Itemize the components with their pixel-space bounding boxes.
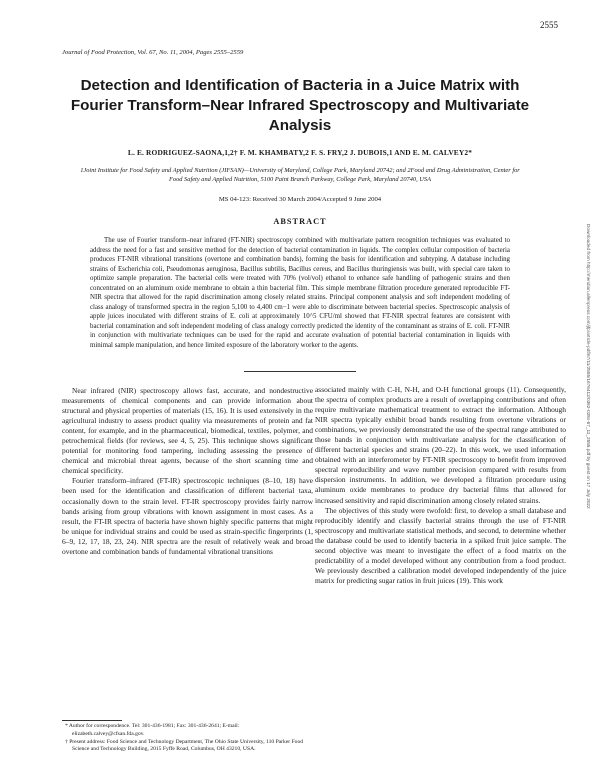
abstract-text: The use of Fourier transform–near infrared (FT-NIR) spectroscopy combined with multivariate pattern recognition techniques was evaluated to address the need for a fast and sensitive method for the detection of bacterial contamination in liquids. The complex cellular composition of bacteria produces FT-NIR vibrational transitions (overtone and combination bands), forming the basis for identification and subtyping. A database including strains of Escherichia coli, Pseudomonas aeruginosa, Bacillus subtilis, Bacillus cereus, and Bacillus thuringiensis was built, with special care taken to optimize sample preparation. The bacterial cells were treated with 70% (vol/vol) ethanol to enhance safe handling of pathogenic strains and then concentrated on an aluminum oxide membrane to obtain a thin bacterial film. This simple membrane filtration procedure generated reproducible FT-NIR spectra that allowed for the rapid discrimination among closely related strains. Principal component analysis and soft independent modeling of class analogy of transformed spectra in the region 5,100 to 4,400 cm−1 were able to discriminate between bacterial species. Spectroscopic analysis of apple juices inoculated with different strains of E. coli at approximately 10^5 CFU/ml showed that FT-NIR spectral features are consistent with bacterial contamination and soft independent modeling of class analogy correctly predicted the identity of the contaminant as strains of E. coli. FT-NIR in conjunction with multivariate techniques can be used for the rapid and accurate evaluation of potential bacterial contamination in liquids with minimal sample manipulation, and hence limited exposure of the laboratory worker to the agents. bbox=[90, 237, 510, 349]
paragraph: Fourier transform–infrared (FT-IR) spectroscopic techniques (8–10, 18) have been used for the identification and classification of different bacterial taxa, occasionally down to the strain level. FT-IR spectroscopy provides fairly narrow bands arising from group vibrations with known assignment in most cases. As a result, the FT-IR spectra of bacteria have shown highly specific patterns that might be unique for individual strains and could be used as strain-specific fingerprints (1, 6–9, 12, 17, 18, 23, 24). NIR spectra are the result of relatively weak and broad overtone and combination bands of fundamental vibrational transitions bbox=[62, 476, 313, 556]
author-list: L. E. RODRIGUEZ-SAONA,1,2† F. M. KHAMBATY,2 F. S. FRY,2 J. DUBOIS,1 AND E. M. CALVEY2* bbox=[127, 148, 473, 157]
article-title: Detection and Identification of Bacteria in a Juice Matrix with Fourier Transform–Near Infrared Spectroscopy and Multivariate Analysis bbox=[70, 77, 530, 134]
affiliations: 1Joint Institute for Food Safety and Applied Nutrition (JIFSAN)—University of Maryland, College Park, Maryland 20742; and 2Food and Drug Administration, Center for Food Safety and Applied Nutrition, 5100 Paint Branch Parkway, College Park, Maryland 20740, USA bbox=[80, 167, 520, 184]
journal-citation: Journal of Food Protection, Vol. 67, No. 11, 2004, Pages 2555–2559 bbox=[62, 49, 244, 56]
download-watermark bbox=[584, 224, 592, 704]
section-divider bbox=[244, 371, 356, 372]
footnote-divider bbox=[62, 720, 122, 721]
footnote: * Author for correspondence. Tel: 301-436-1981; Fax: 301-436-2641; E-mail: elizabeth.calvey@cfsan.fda.gov. bbox=[65, 723, 240, 737]
download-watermark-text: Downloaded from http://meridian.allenpress.com/jfp/article-pdf/67/11/2555/1676412/0362-028x-67_11_2555.pdf by guest on 17 July 2022 bbox=[586, 224, 591, 509]
paragraph: The objectives of this study were twofold: first, to develop a small database and reproducibly identify and classify bacterial strains through the use of FT-NIR spectroscopy and multivariate statistical methods, and second, to determine whether the database could be used to identify bacteria in a spiked fruit juice sample. The second objective was meant to investigate the effect of a food matrix on the predictability of a model developed without any contribution from a food product. We previously described a calibration model developed independently of the juice matrix for predicting sugar ratios in fruit juices (19). This work bbox=[315, 505, 566, 585]
body-column-right bbox=[315, 385, 566, 586]
footnote: † Present address: Food Science and Technology Department, The Ohio State University, 110 Parker Food Science and Technology Building, 2015 Fyffe Road, Columbus, OH 43210, USA. bbox=[65, 738, 304, 753]
body-column-left bbox=[62, 386, 313, 557]
abstract-heading: ABSTRACT bbox=[273, 217, 327, 226]
footnotes bbox=[62, 723, 308, 754]
page-number: 2555 bbox=[540, 20, 558, 30]
received-dates: MS 04-123: Received 30 March 2004/Accepted 9 June 2004 bbox=[218, 196, 382, 203]
paragraph: associated mainly with C-H, N-H, and O-H functional groups (11). Consequently, the spectra of complex products are a result of overlapping contributions and often require multivariate mathematical treatment to extract the information. Although NIR spectra typically exhibit broad bands resulting from overtone vibrations or combinations, we previously demonstrated the use of the spectral range attributed to those bands in conjunction with multivariate analysis for the classification of different bacterial species and strains (20–22). In this work, we used information obtained with an interferometer by FT-NIR spectroscopy to benefit from improved spectral reproducibility and wave number precision compared with results from dispersion instruments. In addition, we developed a filtration procedure using aluminum oxide membranes to produce dry bacterial films that allowed for increased sensitivity and rapid discrimination among closely related strains. bbox=[315, 385, 566, 505]
paragraph: Near infrared (NIR) spectroscopy allows fast, accurate, and nondestructive measurements of chemical components and can provide information about structural and physical properties of materials (15, 16). It is used extensively in the agricultural industry to assess product quality via measurements of protein and fat content, for example, and in the pharmaceutical, biomedical, textiles, polymer, and petrochemical fields (for reviews, see 4, 5, 25). This technique shows significant potential for monitoring food tampering, including assessing the presence of chemical and microbial threat agents, because of the short scanning time and chemical specificity. bbox=[62, 386, 313, 476]
